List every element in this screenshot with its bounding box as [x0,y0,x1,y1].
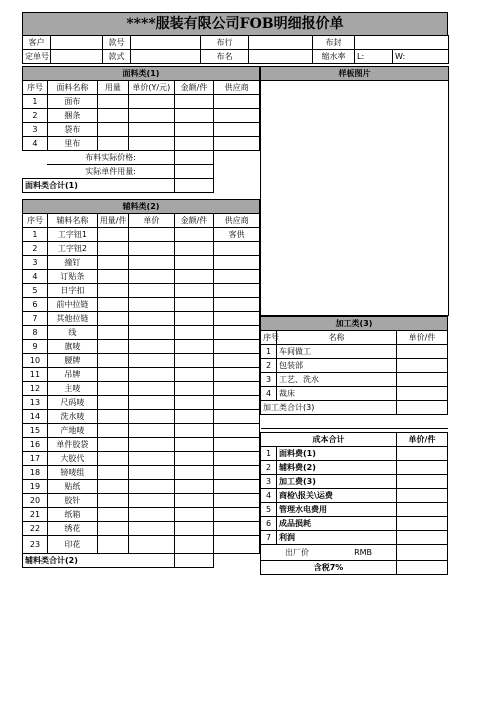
factory-price-label: 出厂价 [284,547,309,557]
accessory-total-value[interactable] [174,554,213,568]
table-row: 9 旗唛 [23,340,260,354]
table-row: 10 腰牌 [23,354,260,368]
accessory-col-no: 序号 [23,214,48,228]
fabric-col-no: 序号 [23,81,48,95]
table-row: 2 包装部 [261,359,448,373]
fabric-col-name: 面料名称 [47,81,97,95]
shrinkage-label: 缩水率 [313,50,355,64]
table-row: 7 利润 [261,531,448,545]
style-type-label: 款式 [103,50,131,64]
table-row: 6 成品损耗 [261,517,448,531]
fabric-name-label: 布名 [201,50,249,64]
processing-table [260,316,448,429]
accessory-col-price: 单价 [128,214,174,228]
fabric-width-value[interactable] [355,36,449,50]
accessory-total-label: 辅料类合计(2) [23,554,175,568]
fabric-mill-label: 布行 [201,36,249,50]
sample-picture-header: 样板图片 [261,67,448,81]
fabric-col-price: 单价(Y/元) [128,81,174,95]
fabric-width-label: 布封 [313,36,355,50]
accessory-section-header: 辅料类(2) [23,200,260,214]
table-row: 3 撞钉 [23,256,260,270]
factory-price-value[interactable] [397,545,448,561]
processing-col-no: 序号 [261,331,277,345]
table-row: 1 工字钮1 客供 [23,228,260,242]
accessory-col-usage: 用量/件 [97,214,128,228]
actual-price-label: 布料实际价格: [47,151,174,165]
actual-usage-value[interactable] [174,165,213,179]
table-row: 3 加工费(3) [261,475,448,489]
table-row: 22 绣花 [23,522,260,536]
fabric-total-value[interactable] [174,179,213,193]
fabric-total-label: 面料类合计(1) [23,179,175,193]
cost-table [260,432,448,575]
info-table [22,35,449,64]
processing-total-label: 加工类合计(3) [261,401,397,415]
style-no-value[interactable] [131,36,201,50]
shrinkage-l[interactable]: L: [355,50,393,64]
fabric-name-value[interactable] [249,50,313,64]
table-row: 18 镑唛组 [23,466,260,480]
accessory-col-name: 辅料名称 [47,214,97,228]
table-row: 2 捆条 [23,109,260,123]
processing-section-header: 加工类(3) [261,317,448,331]
cost-unit-price-header: 单价/件 [397,433,448,447]
table-row: 4 里布 [23,137,260,151]
table-row: 2 工字钮2 [23,242,260,256]
processing-total-value[interactable] [397,401,448,415]
table-row: 4 商检\报关\运费 [261,489,448,503]
table-row: 15 产地唛 [23,424,260,438]
actual-price-value[interactable] [174,151,213,165]
processing-col-unit-price: 单价/件 [397,331,448,345]
fabric-mill-value[interactable] [249,36,313,50]
fabric-table [22,66,260,193]
order-no-label: 定单号 [23,50,51,64]
shrinkage-w[interactable]: W: [393,50,449,64]
tax-included-value[interactable] [397,561,448,575]
table-row: 1 面布 [23,95,260,109]
table-row: 20 胶针 [23,494,260,508]
table-row: 19 贴纸 [23,480,260,494]
cost-section-header: 成本合计 [261,433,397,447]
table-row: 17 大胶代 [23,452,260,466]
table-row: 8 线 [23,326,260,340]
table-row: 3 袋布 [23,123,260,137]
table-row: 12 主唛 [23,382,260,396]
style-no-label: 款号 [103,36,131,50]
table-row: 5 日字扣 [23,284,260,298]
currency-label: RMB [354,547,373,557]
style-type-value[interactable] [131,50,201,64]
table-row: 21 纸箱 [23,508,260,522]
actual-usage-label: 实际单件用量: [47,165,174,179]
customer-value[interactable] [51,36,103,50]
order-no-value[interactable] [51,50,103,64]
fabric-section-header: 面料类(1) [23,67,260,81]
fabric-col-usage: 用量 [97,81,128,95]
table-row: 7 其他拉链 [23,312,260,326]
table-row: 4 订贴条 [23,270,260,284]
tax-included-label: 含税7% [261,561,397,575]
accessory-col-amount: 金额/件 [174,214,213,228]
table-row: 11 吊牌 [23,368,260,382]
table-row: 3 工艺、洗水 [261,373,448,387]
table-row: 16 单件胶袋 [23,438,260,452]
accessory-table [22,199,260,568]
table-row: 1 面料费(1) [261,447,448,461]
table-row: 13 尺码唛 [23,396,260,410]
fabric-col-supplier: 供应商 [214,81,260,95]
fabric-col-amount: 金额/件 [174,81,213,95]
customer-label: 客户 [23,36,51,50]
processing-col-name: 名称 [277,331,397,345]
table-row: 5 管理水电费用 [261,503,448,517]
table-row: 4 裁床 [261,387,448,401]
table-row: 2 辅料费(2) [261,461,448,475]
sample-picture-area[interactable] [260,66,449,316]
table-row: 23 印花 [23,536,260,554]
table-row: 1 车间做工 [261,345,448,359]
table-row: 14 洗水唛 [23,410,260,424]
table-row: 6 前中拉链 [23,298,260,312]
accessory-col-supplier: 供应商 [214,214,260,228]
page-title: ****服装有限公司FOB明细报价单 [22,12,448,36]
